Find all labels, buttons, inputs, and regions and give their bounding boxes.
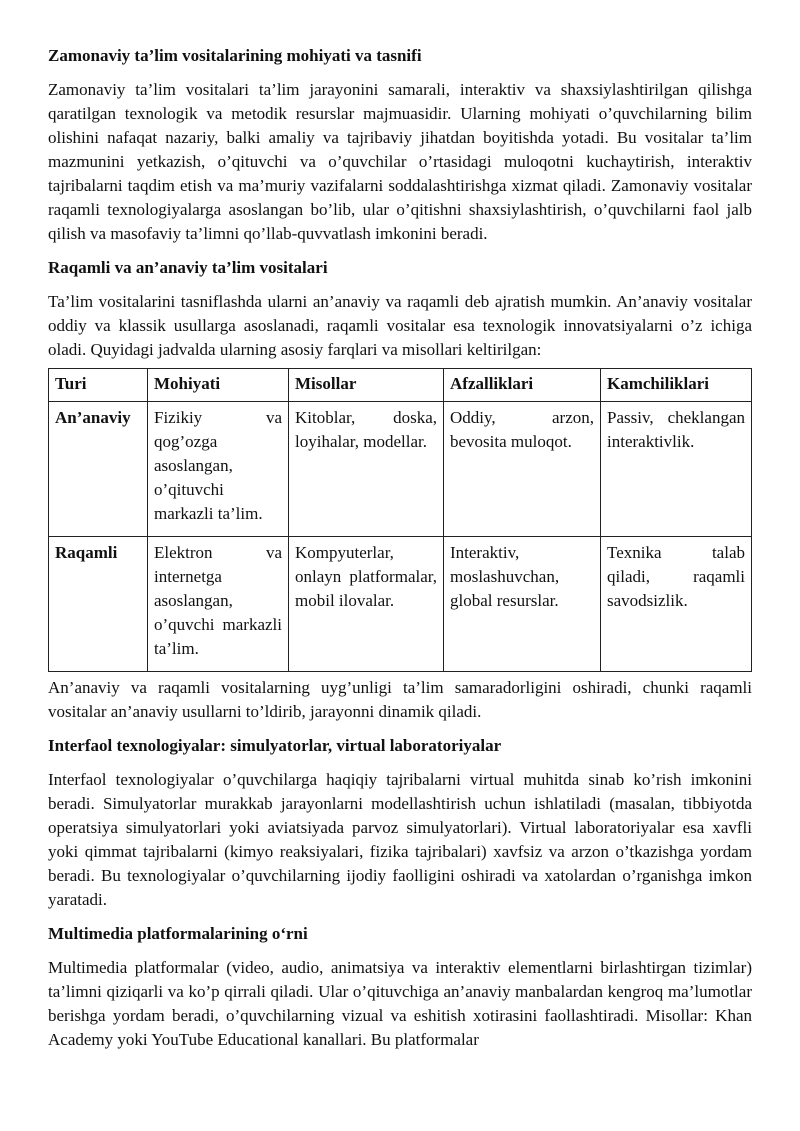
table-header-cell: Misollar	[289, 369, 444, 402]
table-cell: An’anaviy	[49, 402, 148, 537]
table-header-cell: Kamchiliklari	[601, 369, 752, 402]
table-row	[49, 537, 752, 672]
table-cell: Kitoblar, doska, loyihalar, modellar.	[289, 402, 444, 537]
table-cell: Raqamli	[49, 537, 148, 672]
section-heading-1: Zamonaviy ta’lim vositalarining mohiyati va tasnifi	[48, 46, 422, 65]
section-paragraph-3: Interfaol texnologiyalar o’quvchilarga haqiqiy tajribalarni virtual muhitda sinab ko’rish imkonini beradi. Simulyatorlar murakkab jarayonlarni modellashtirish uchun ishlatiladi (masalan, tibbiyotda operatsiya simulyatorlari yoki aviatsiyada parvoz simulyatorlari). Virtual laboratoriyalar esa xavfli yoki qimmat tajribalarni (kimyo reaksiyalari, fizika tajribalari) xavfsiz va arzon o’tkazishga yordam beradi. Bu texnologiyalar o’quvchilarning ijodiy faolligini oshiradi va xatolardan o’rganishga imkon yaratadi.	[48, 770, 752, 909]
table-cell: Elektron va internetga asoslangan, o’quvchi markazli ta’lim.	[148, 537, 289, 672]
comparison-table	[48, 368, 752, 672]
table-row	[49, 402, 752, 537]
document-page	[48, 44, 752, 1062]
section-paragraph-2: Ta’lim vositalarini tasniflashda ularni an’anaviy va raqamli deb ajratish mumkin. An’anaviy vositalar oddiy va klassik usullarga asoslanadi, raqamli vositalar esa texnologik innovatsiyalarni o’z ichiga oladi. Quyidagi jadvalda ularning asosiy farqlari va misollari keltirilgan:	[48, 292, 752, 359]
section-paragraph-1: Zamonaviy ta’lim vositalari ta’lim jarayonini samarali, interaktiv va shaxsiylashtirilgan qilishga qaratilgan texnologik va metodik resurslar majmuasidir. Ularning mohiyati o’quvchilarning bilim olishini nafaqat nazariy, balki amaliy va tajribaviy jihatdan boyitishda yotadi. Bu vositalar ta’lim mazmunini yetkazish, o’qituvchi va o’quvchilar o’rtasidagi muloqotni kuchaytirish, interaktiv tajribalarni taqdim etish va ma’muriy vazifalarni soddalashtirishga xizmat qiladi. Zamonaviy vositalar raqamli texnologiyalarga asoslangan bo’lib, ular o’qitishni shaxsiylashtirish, o’quvchilarni faol jalb qilish va masofaviy ta’limni qo’llab-quvvatlash imkonini beradi.	[48, 80, 752, 243]
section-heading-2: Raqamli va an’anaviy ta’lim vositalari	[48, 258, 328, 277]
table-cell: Kompyuterlar, onlayn platformalar, mobil ilovalar.	[289, 537, 444, 672]
section-heading-3: Interfaol texnologiyalar: simulyatorlar, virtual laboratoriyalar	[48, 736, 502, 755]
table-header-row	[49, 369, 752, 402]
table-cell: Interaktiv, moslashuvchan, global resurslar.	[444, 537, 601, 672]
table-header-cell: Mohiyati	[148, 369, 289, 402]
table-header-cell: Afzalliklari	[444, 369, 601, 402]
table-cell: Passiv, cheklangan interaktivlik.	[601, 402, 752, 537]
table-cell: Fizikiy va qog’ozga asoslangan, o’qituvchi markazli ta’lim.	[148, 402, 289, 537]
section-paragraph-4: Multimedia platformalar (video, audio, animatsiya va interaktiv elementlarni birlashtirgan tizimlar) ta’limni qiziqarli va ko’p qirrali qiladi. Ular o’qituvchiga an’anaviy manbalardan kengroq ma’lumotlar berishga yordam beradi, o’quvchilarning vizual va eshitish xotirasini faollashtiradi. Misollar: Khan Academy yoki YouTube Educational kanallari. Bu platformalar	[48, 958, 752, 1049]
table-cell: Texnika talab qiladi, raqamli savodsizlik.	[601, 537, 752, 672]
table-cell: Oddiy, arzon, bevosita muloqot.	[444, 402, 601, 537]
section-heading-4: Multimedia platformalarining o‘rni	[48, 924, 308, 943]
after-table-paragraph: An’anaviy va raqamli vositalarning uyg’unligi ta’lim samaradorligini oshiradi, chunki raqamli vositalar an’anaviy usullarni to’ldirib, jarayonni dinamik qiladi.	[48, 678, 752, 721]
table-header-cell: Turi	[49, 369, 148, 402]
